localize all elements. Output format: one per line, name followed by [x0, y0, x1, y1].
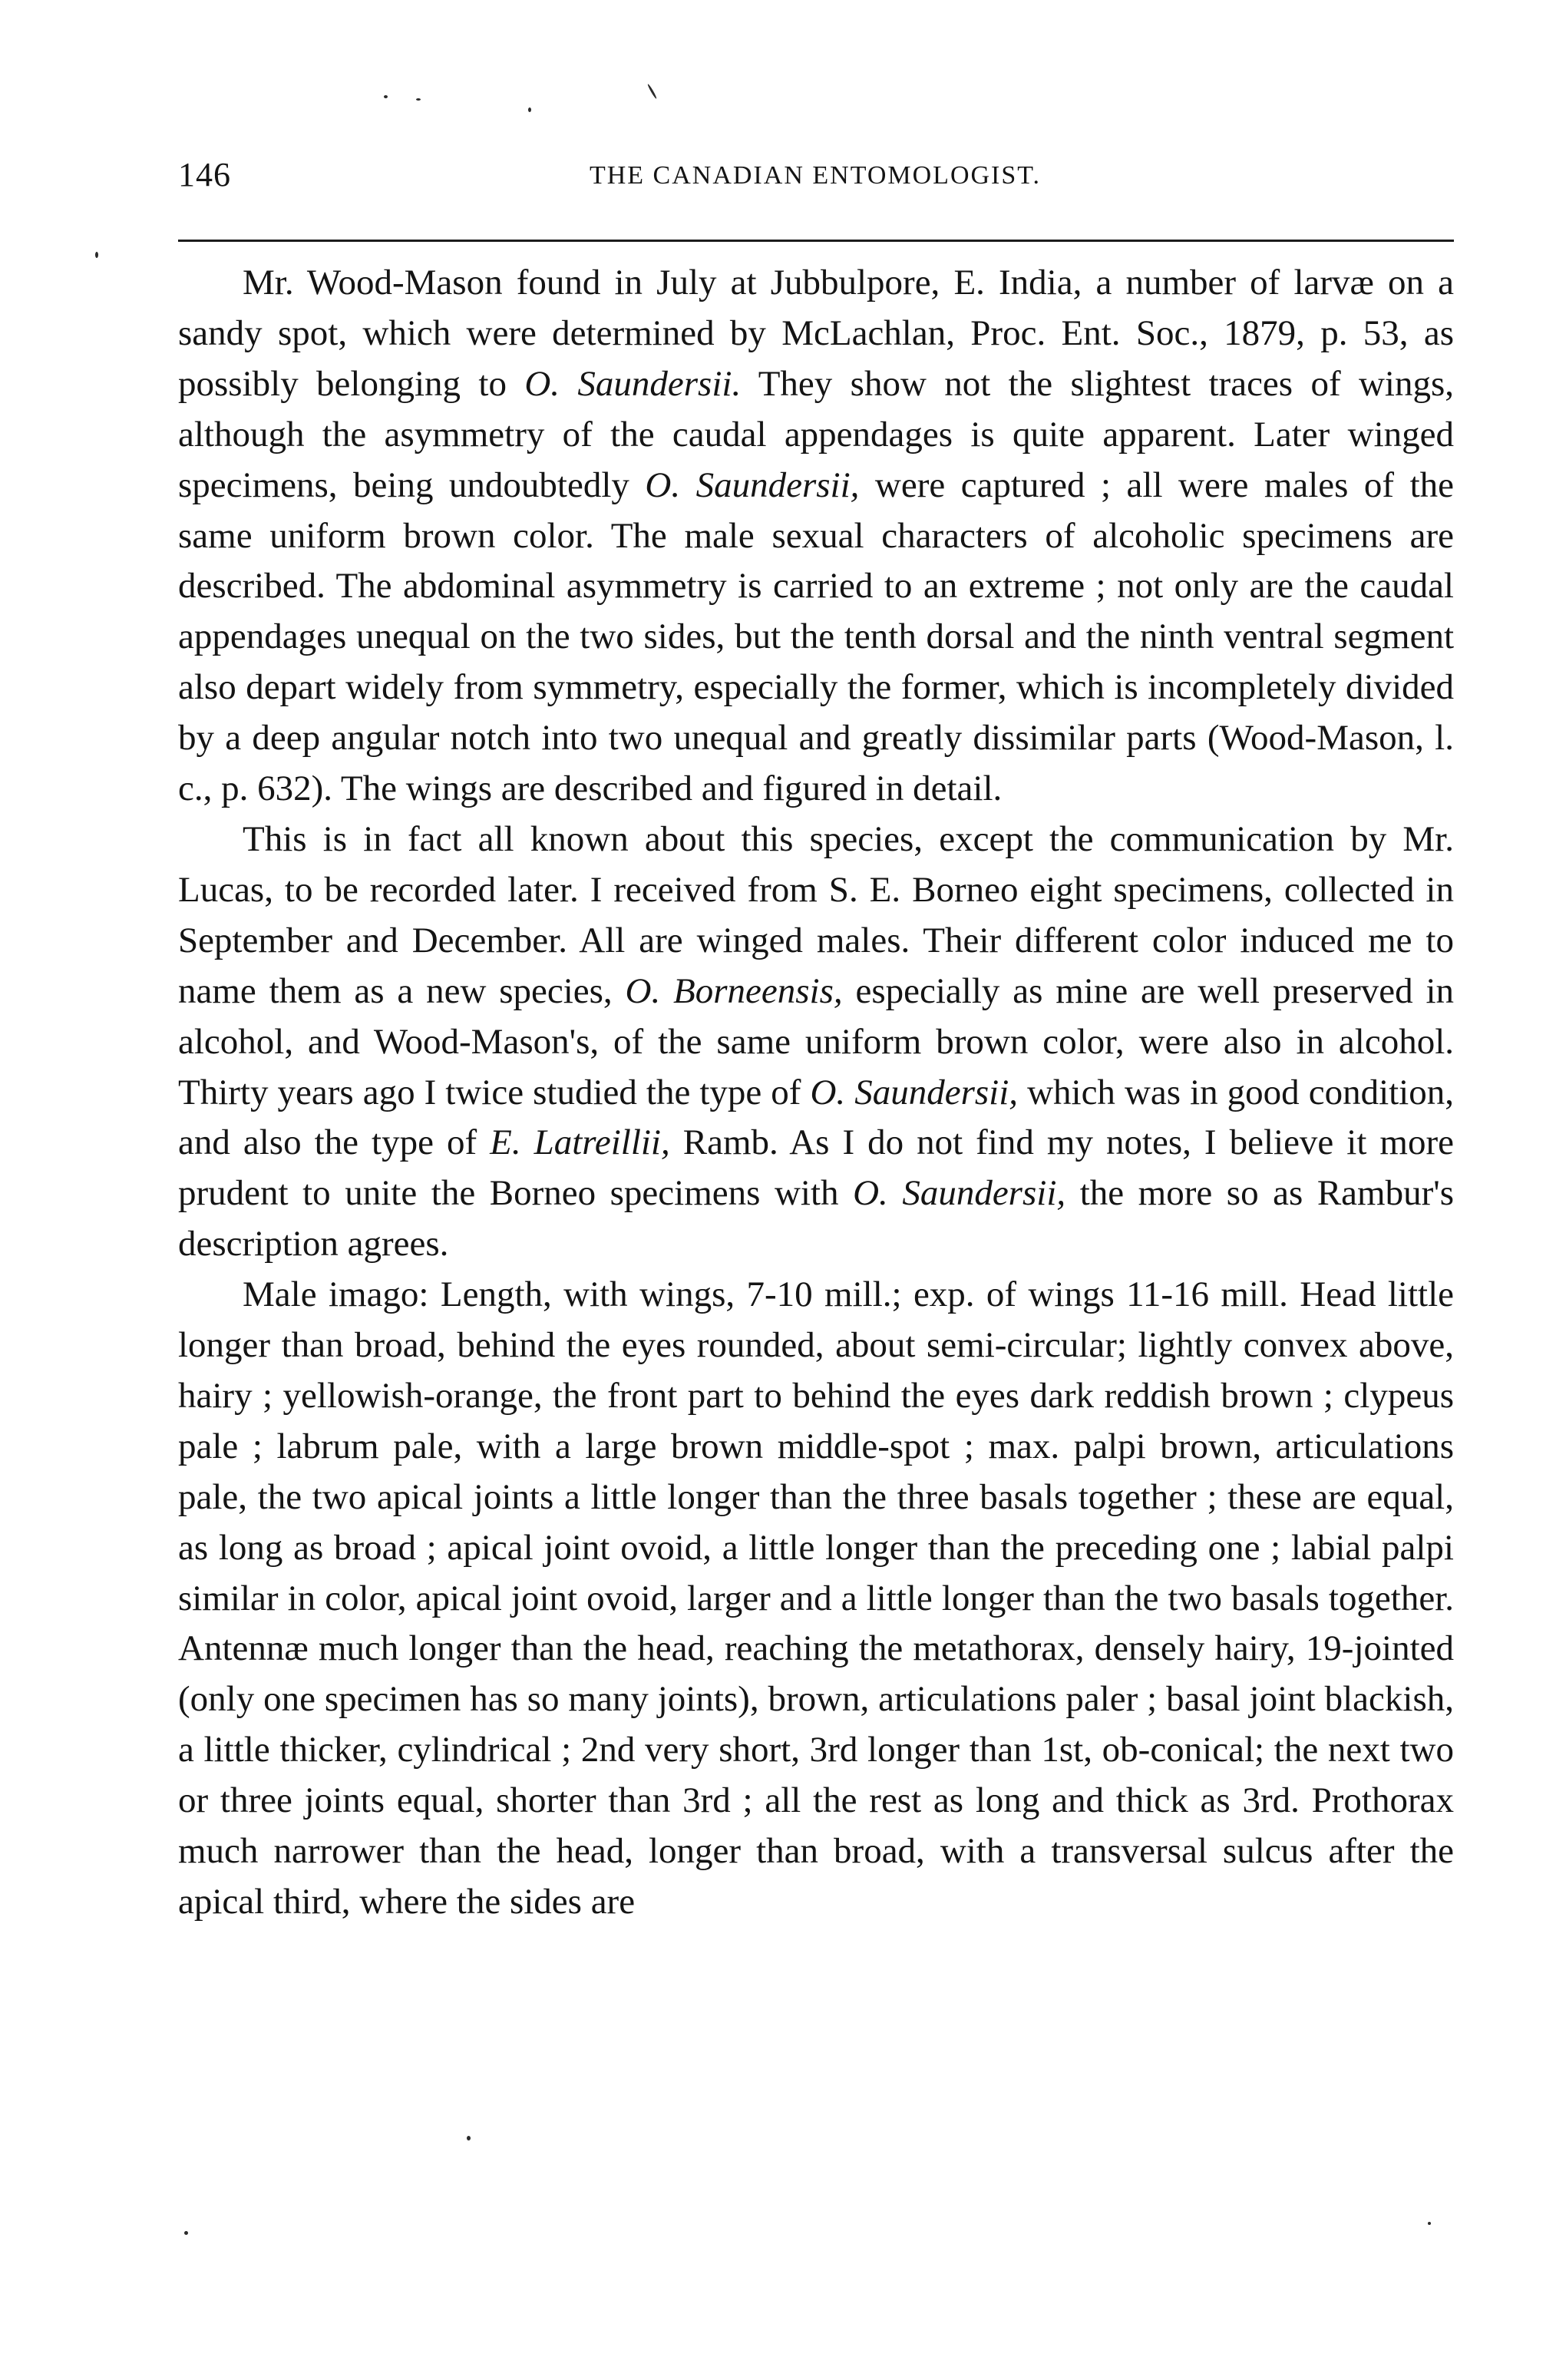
paragraph: Male imago: Length, with wings, 7-10 mill.; exp. of wings 11-16 mill. Head little longer than broad, behind the eyes rounded, about semi-circular; lightly convex above, hairy ; yellowish-orange, the front part to behind the eyes dark reddish brown ; clypeus pale ; labrum pale, with a large brown middle-spot ; max. palpi brown, articulations pale, the two apical joints a little longer than the three basals together ; these are equal, as long as broad ; apical joint ovoid, a little longer than the preceding one ; labial palpi similar in color, apical joint ovoid, larger and a little longer than the two basals together. Antennæ much longer than the head, reaching the metathorax, densely hairy, 19-jointed (only one specimen has so many joints), brown, articulations paler ; basal joint blackish, a little thicker, cylindrical ; 2nd very short, 3rd longer than 1st, ob-conical; the next two or three joints equal, shorter than 3rd ; all the rest as long and thick as 3rd. Prothorax much narrower than the head, longer than broad, with a transversal sulcus after the apical third, where the sides are — [178, 1274, 1454, 1922]
paragraph: Mr. Wood-Mason found in July at Jubbulpore, E. India, a number of larvæ on a sandy spot, which were determined by McLachlan, Proc. Ent. Soc., 1879, p. 53, as possibly belonging to O. Saundersii. They show not the slightest traces of wings, although the asymmetry of the caudal appendages is quite apparent. Later winged specimens, being undoubtedly O. Saundersii, were captured ; all were males of the same uniform brown color. The male sexual characters of alcoholic specimens are described. The abdominal asymmetry is carried to an extreme ; not only are the caudal appendages unequal on the two sides, but the tenth dorsal and the ninth ventral segment also depart widely from symmetry, especially the former, which is incompletely divided by a deep angular notch into two unequal and greatly dissimilar parts (Wood-Mason, l. c., p. 632). The wings are described and figured in detail. — [178, 263, 1454, 809]
scan-speck — [416, 98, 421, 101]
species-name: O. Saundersii. — [524, 363, 742, 404]
page-number: 146 — [178, 156, 231, 193]
species-name: O. Saundersii, — [645, 464, 860, 505]
species-name: O. Saundersii, — [853, 1173, 1066, 1214]
header-rule — [178, 240, 1454, 242]
scan-speck — [528, 107, 531, 112]
species-name: E. Latreillii, — [490, 1122, 670, 1163]
running-title: THE CANADIAN ENTOMOLOGIST. — [589, 161, 1042, 190]
page-header — [178, 152, 1452, 198]
scan-speck — [467, 2136, 471, 2140]
scan-speck — [647, 84, 658, 100]
scan-speck — [384, 95, 388, 98]
species-name: O. Borneensis, — [625, 970, 843, 1011]
body-text — [178, 258, 1454, 1928]
scan-speck — [95, 252, 98, 258]
species-name: O. Saundersii, — [810, 1072, 1019, 1112]
scan-speck — [1428, 2222, 1431, 2225]
scan-speck — [184, 2231, 188, 2235]
paragraph: This is in fact all known about this species, except the communication by Mr. Lucas, to be recorded later. I received from S. E. Borneo eight specimens, collected in September and December. All are winged males. Their different color induced me to name them as a new species, O. Borneensis, especially as mine are well preserved in alcohol, and Wood-Mason's, of the same uniform brown color, were also in alcohol. Thirty years ago I twice studied the type of O. Saundersii, which was in good condition, and also the type of E. Latreillii, Ramb. As I do not find my notes, I believe it more prudent to unite the Borneo specimens with O. Saundersii, the more so as Rambur's description agrees. — [178, 818, 1455, 1264]
